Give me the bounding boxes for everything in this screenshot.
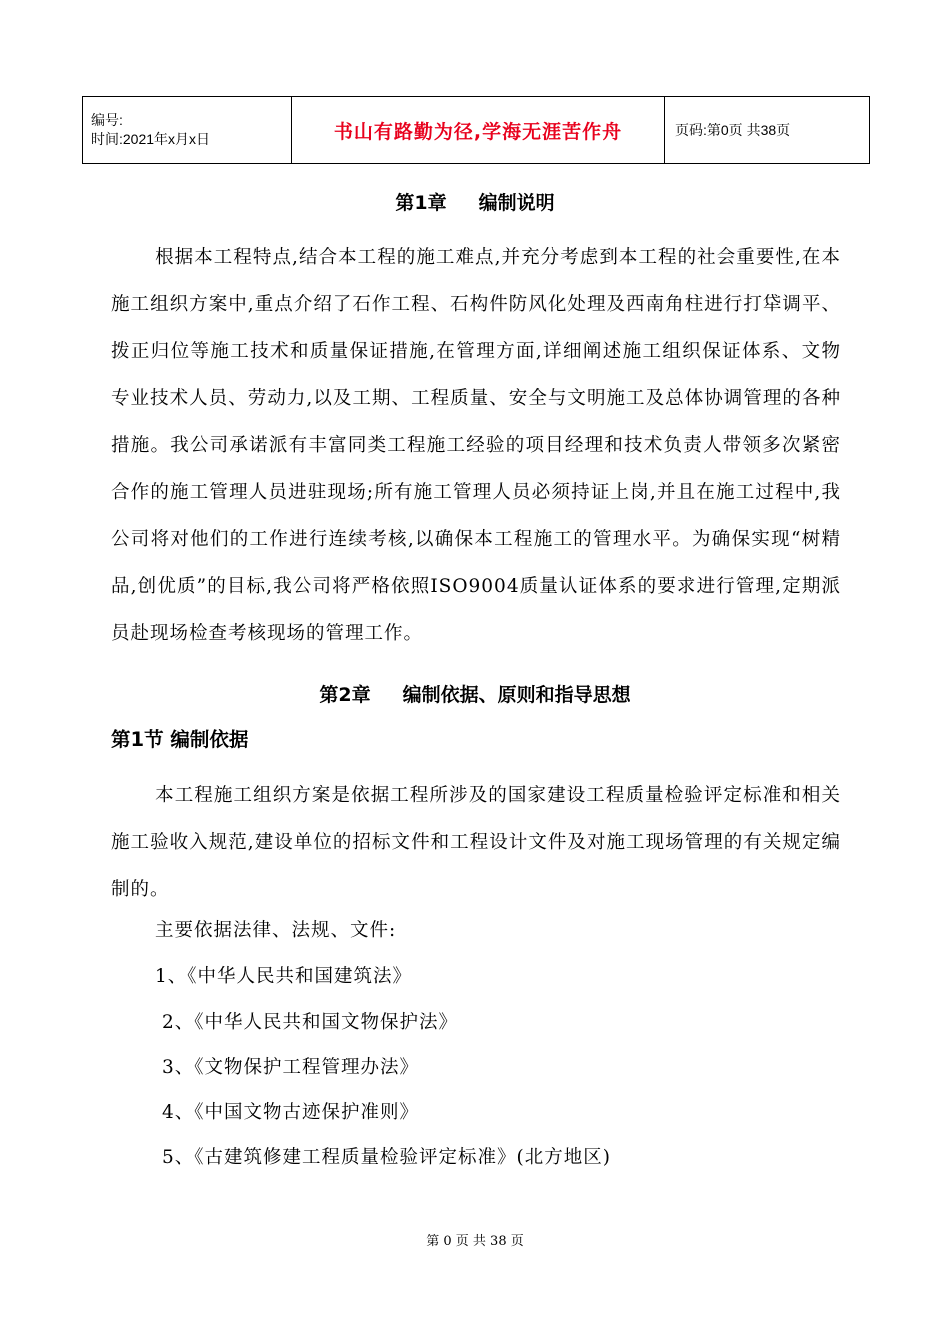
- chapter-1-heading: [0, 188, 950, 215]
- basis-list-item: 1、《中华人民共和国建筑法》: [155, 966, 413, 987]
- basis-list-intro: 主要依据法律、法规、文件:: [155, 920, 397, 941]
- chapter-1-number: 第1章: [395, 192, 447, 214]
- document-number-label: 编号:: [91, 112, 123, 128]
- chapter-2-number: 第2章: [319, 684, 371, 706]
- page-footer: 第 0 页 共 38 页: [426, 1234, 524, 1249]
- header-meta-cell: [83, 97, 292, 164]
- basis-list-item: 4、《中国文物古迹保护准则》: [162, 1102, 420, 1123]
- chapter-1-title: 编制说明: [478, 192, 555, 214]
- section-1-paragraph: 本工程施工组织方案是依据工程所涉及的国家建设工程质量检验评定标准和相关施工验收入规范,建设单位的招标文件和工程设计文件及对施工现场管理的有关规定编制的。: [111, 785, 841, 900]
- document-time-label: 时间:2021年x月x日: [91, 131, 211, 147]
- header-motto: 书山有路勤为径,学海无涯苦作舟: [292, 97, 665, 164]
- document-header-table: [82, 96, 870, 164]
- basis-list-item: 3、《文物保护工程管理办法》: [162, 1057, 420, 1078]
- chapter-1-paragraph: 根据本工程特点,结合本工程的施工难点,并充分考虑到本工程的社会重要性,在本施工组织方案中,重点介绍了石作工程、石构件防风化处理及西南角柱进行打牮调平、拨正归位等施工技术和质量保证措施,在管理方面,详细阐述施工组织保证体系、文物专业技术人员、劳动力,以及工期、工程质量、安全与文明施工及总体协调管理的各种措施。我公司承诺派有丰富同类工程施工经验的项目经理和技术负责人带领多次紧密合作的施工管理人员进驻现场;所有施工管理人员必须持证上岗,并且在施工过程中,我公司将对他们的工作进行连续考核,以确保本工程施工的管理水平。为确保实现“树精品,创优质”的目标,我公司将严格依照ISO9004质量认证体系的要求进行管理,定期派员赴现场检查考核现场的管理工作。: [111, 247, 841, 644]
- basis-list-item: 2、《中华人民共和国文物保护法》: [162, 1012, 459, 1033]
- chapter-2-heading: [0, 680, 950, 707]
- section-1-heading: 第1节 编制依据: [111, 728, 249, 751]
- header-page-code: 页码:第0页 共38页: [665, 97, 870, 164]
- basis-list-item: 5、《古建筑修建工程质量检验评定标准》(北方地区): [162, 1147, 611, 1168]
- chapter-2-title: 编制依据、原则和指导思想: [402, 684, 631, 706]
